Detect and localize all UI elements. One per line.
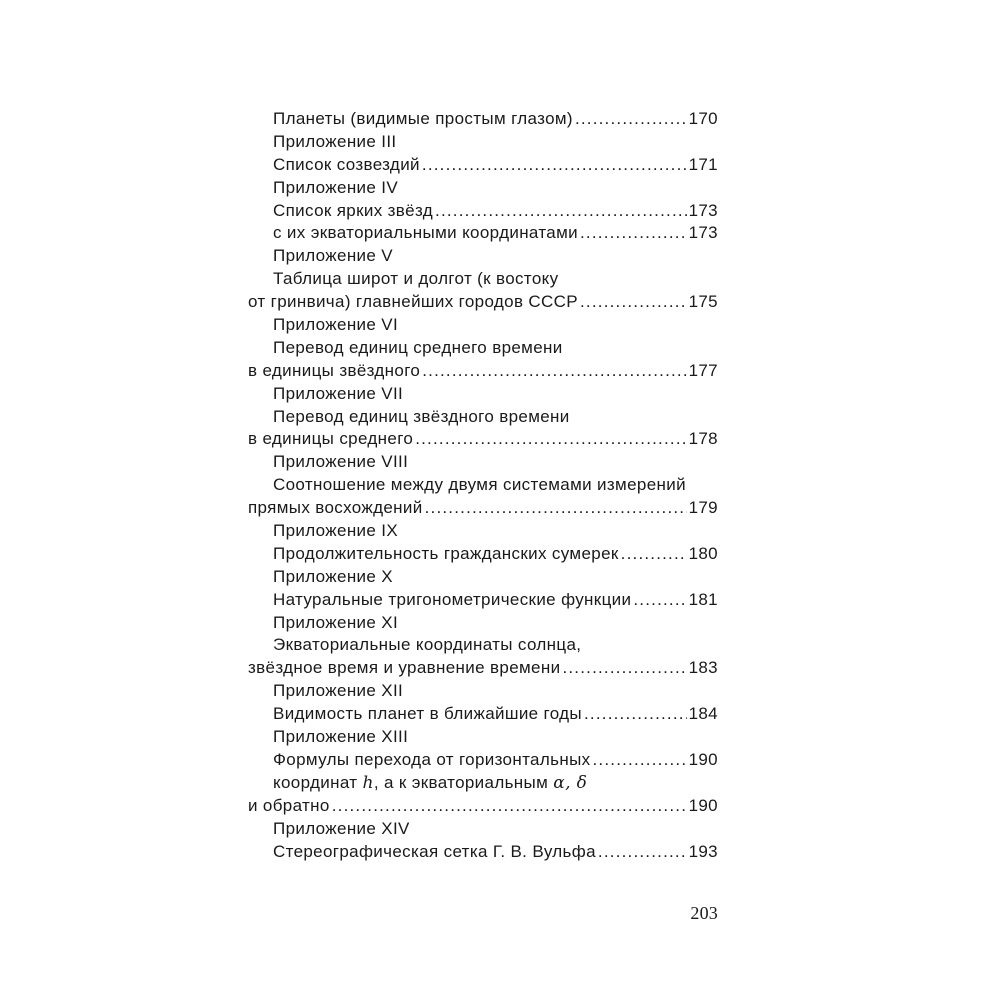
appendix-label: Приложение IV [273, 177, 399, 197]
toc-entry-page: 180 [688, 543, 718, 563]
toc-entry-page: 190 [688, 749, 718, 769]
toc-entry-title: Список ярких звёзд [273, 200, 434, 220]
toc-entry-page: 178 [688, 429, 718, 449]
dot-leader [435, 200, 687, 223]
appendix-heading [248, 818, 718, 841]
toc-entry [248, 200, 718, 223]
toc-entry-title: звёздное время и уравнение времени [248, 658, 561, 678]
toc-entry [248, 795, 718, 818]
appendix-label: Приложение VI [273, 315, 399, 335]
toc-entry-page: 177 [688, 360, 718, 380]
toc-entry-page: 170 [688, 109, 718, 128]
appendix-label: Приложение III [273, 131, 397, 151]
toc-entry [248, 657, 718, 680]
dot-leader [598, 841, 687, 864]
table-of-contents [248, 108, 718, 863]
dot-leader [575, 108, 687, 131]
toc-entry-title: Планеты (видимые простым глазом) [273, 109, 573, 128]
appendix-heading [248, 131, 718, 154]
appendix-label: Приложение XIV [273, 818, 410, 838]
toc-entry-title: в единицы звёздного [248, 360, 421, 380]
toc-entry-title: Перевод единиц звёздного времени [273, 406, 570, 426]
toc-entry [248, 497, 718, 520]
toc-entry-title [273, 772, 587, 795]
toc-entry-page: 183 [688, 658, 718, 678]
toc-entry [248, 841, 718, 864]
toc-entry [248, 589, 718, 612]
toc-entry-page: 175 [688, 292, 718, 312]
toc-entry-title: Экваториальные координаты солнца, [273, 635, 582, 655]
toc-entry-page: 181 [688, 589, 718, 609]
math-variable-h: h [362, 772, 374, 793]
toc-entry-page: 171 [688, 154, 718, 174]
page-number: 203 [690, 903, 718, 923]
dot-leader [580, 291, 687, 314]
dot-leader [422, 154, 687, 177]
appendix-heading [248, 451, 718, 474]
title-text: координат [273, 772, 363, 792]
appendix-label: Приложение IX [273, 521, 399, 541]
toc-entry-page: 173 [688, 223, 718, 243]
toc-entry-first-line [248, 337, 718, 360]
toc-entry [248, 360, 718, 383]
dot-leader [422, 360, 686, 383]
appendix-label: Приложение X [273, 566, 393, 586]
appendix-heading [248, 680, 718, 703]
dot-leader [425, 497, 687, 520]
appendix-label: Приложение XIII [273, 727, 409, 747]
toc-entry-first-line [248, 474, 718, 497]
appendix-heading [248, 245, 718, 268]
toc-entry-page: 193 [688, 841, 718, 861]
toc-entry-page: 184 [688, 704, 718, 724]
appendix-heading [248, 177, 718, 200]
dot-leader [562, 657, 686, 680]
toc-entry-title: прямых восхождений [248, 498, 423, 518]
title-text: , a к экваториальным [373, 772, 554, 792]
appendix-heading [248, 314, 718, 337]
dot-leader [621, 543, 687, 566]
toc-entry-title: Видимость планет в ближайшие годы [273, 704, 582, 724]
toc-entry [248, 543, 718, 566]
toc-entry [248, 428, 718, 451]
dot-leader [415, 428, 686, 451]
toc-entry-title: Натуральные тригонометрические функции [273, 589, 632, 609]
toc-entry-page: 179 [688, 498, 718, 518]
appendix-label: Приложение XI [273, 612, 399, 632]
appendix-label: Приложение V [273, 246, 393, 266]
appendix-heading [248, 566, 718, 589]
appendix-heading [248, 520, 718, 543]
toc-entry-first-line [248, 634, 718, 657]
appendix-heading [248, 612, 718, 635]
dot-leader [332, 795, 687, 818]
toc-entry-title: и обратно [248, 795, 330, 815]
toc-entry-title: Соотношение между двумя системами измерений [273, 475, 686, 495]
dot-leader [633, 589, 686, 612]
dot-leader [593, 749, 687, 772]
toc-entry-title: Стереографическая сетка Г. В. Вульфа [273, 841, 596, 861]
toc-entry [248, 291, 718, 314]
toc-entry-first-line [248, 268, 718, 291]
dot-leader [580, 222, 687, 245]
appendix-heading [248, 726, 718, 749]
appendix-label: Приложение VII [273, 383, 404, 403]
appendix-heading [248, 383, 718, 406]
math-variables-alpha-delta: α, δ [553, 772, 588, 793]
toc-entry-title: с их экваториальными координатами [273, 223, 578, 243]
toc-entry-title: Перевод единиц среднего времени [273, 337, 563, 357]
toc-entry-title: от гринвича) главнейших городов СССР [248, 292, 578, 312]
toc-entry [248, 154, 718, 177]
toc-entry-title: в единицы среднего [248, 429, 414, 449]
appendix-label: Приложение VIII [273, 452, 409, 472]
toc-entry [248, 749, 718, 772]
toc-entry [248, 108, 718, 131]
toc-entry-first-line [248, 406, 718, 429]
appendix-label: Приложение XII [273, 681, 404, 701]
toc-entry-title: Продолжительность гражданских сумерек [273, 543, 619, 563]
toc-entry-title: Список созвездий [273, 154, 420, 174]
dot-leader [584, 703, 687, 726]
toc-entry [248, 222, 718, 245]
toc-entry-page: 173 [688, 200, 718, 220]
toc-entry-title: Формулы перехода от горизонтальных [273, 749, 591, 769]
toc-entry-first-line [248, 772, 718, 795]
toc-entry-title: Таблица широт и долгот (к востоку [273, 269, 559, 289]
toc-entry-page: 190 [688, 795, 718, 815]
toc-entry [248, 703, 718, 726]
